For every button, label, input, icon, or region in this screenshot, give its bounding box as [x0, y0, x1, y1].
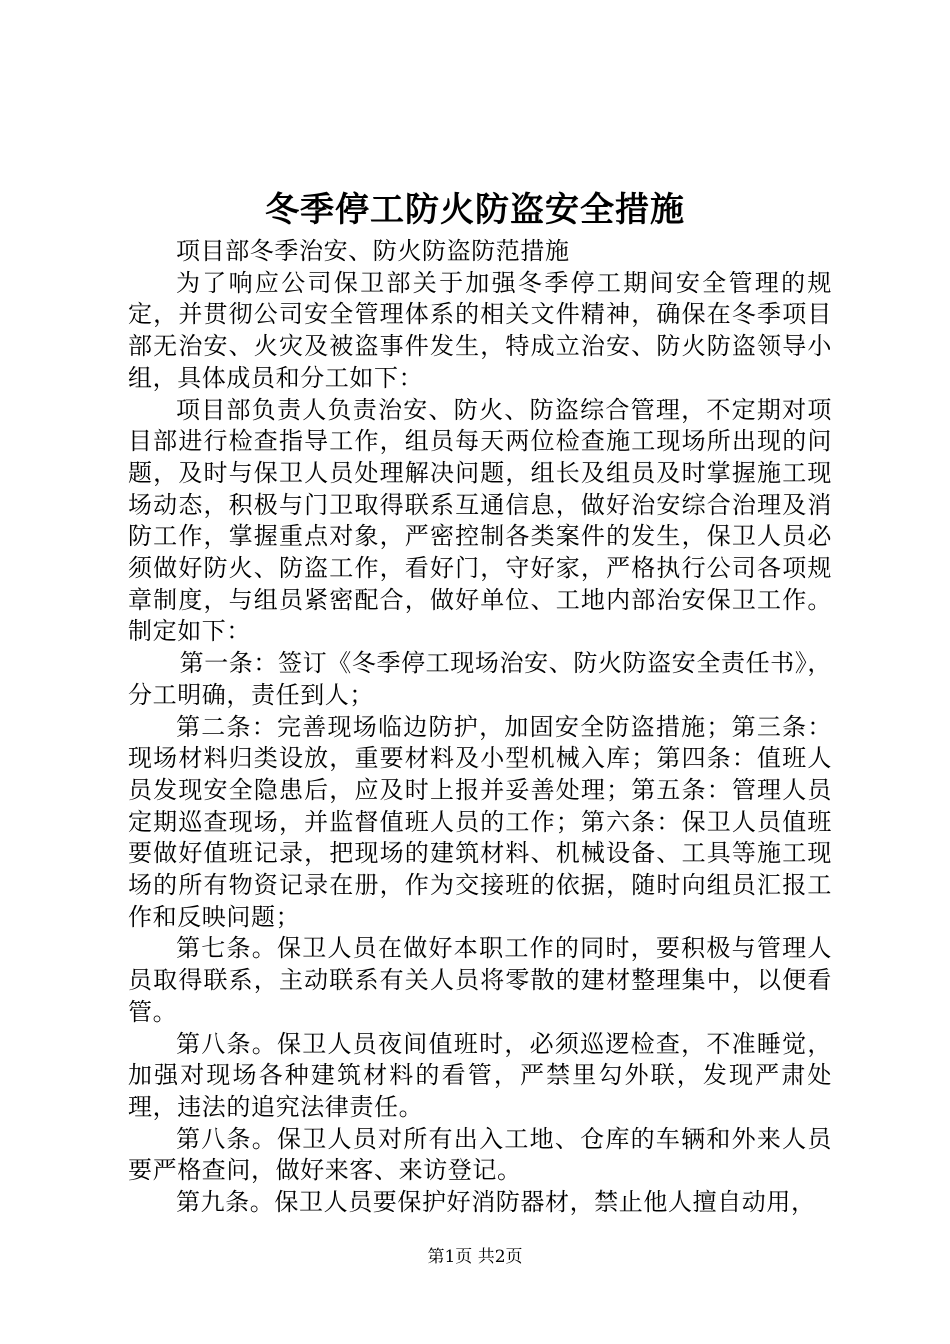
document-body	[128, 236, 832, 1219]
paragraph-article-9: 第九条。保卫人员要保护好消防器材，禁止他人擅自动用，	[176, 1188, 816, 1217]
page-footer: 第1页 共2页	[427, 1247, 523, 1267]
paragraph-responsibilities: 项目部负责人负责治安、防火、防盗综合管理，不定期对项目部进行检查指导工作，组员每天两位检查施工现场所出现的问题，及时与保卫人员处理解决问题，组长及组员及时掌握施工现场动态，积极与门卫取得联系互通信息，做好治安综合治理及消防工作，掌握重点对象，严密控制各类案件的发生，保卫人员必须做好防火、防盗工作，看好门，守好家，严格执行公司各项规章制度，与组员紧密配合，做好单位、工地内部治安保卫工作。制定如下：	[128, 395, 832, 646]
document-title: 冬季停工防火防盗安全措施	[265, 190, 685, 230]
paragraph-intro: 为了响应公司保卫部关于加强冬季停工期间安全管理的规定，并贯彻公司安全管理体系的相关文件精神，确保在冬季项目部无治安、火灾及被盗事件发生，特成立治安、防火防盗领导小组，具体成员和分工如下：	[128, 268, 832, 392]
paragraph-article-8a: 第八条。保卫人员夜间值班时，必须巡逻检查，不准睡觉，加强对现场各种建筑材料的看管，严禁里勾外联，发现严肃处理，违法的追究法律责任。	[128, 1029, 832, 1121]
paragraph-article-1: 第一条：签订《冬季停工现场治安、防火防盗安全责任书》，分工明确，责任到人；	[128, 649, 832, 709]
paragraph-article-7: 第七条。保卫人员在做好本职工作的同时，要积极与管理人员取得联系，主动联系有关人员将零散的建材整理集中，以便看管。	[128, 934, 832, 1026]
paragraph-subtitle: 项目部冬季治安、防火防盗防范措施	[176, 237, 570, 265]
paragraph-article-8b: 第八条。保卫人员对所有出入工地、仓库的车辆和外来人员要严格查问，做好来客、来访登记。	[128, 1124, 832, 1185]
paragraph-articles-2-6: 第二条：完善现场临边防护，加固安全防盗措施；第三条：现场材料归类设放，重要材料及小型机械入库；第四条：值班人员发现安全隐患后，应及时上报并妥善处理；第五条：管理人员定期巡查现场，并监督值班人员的工作；第六条：保卫人员值班要做好值班记录，把现场的建筑材料、机械设备、工具等施工现场的所有物资记录在册，作为交接班的依据，随时向组员汇报工作和反映问题；	[128, 712, 832, 931]
